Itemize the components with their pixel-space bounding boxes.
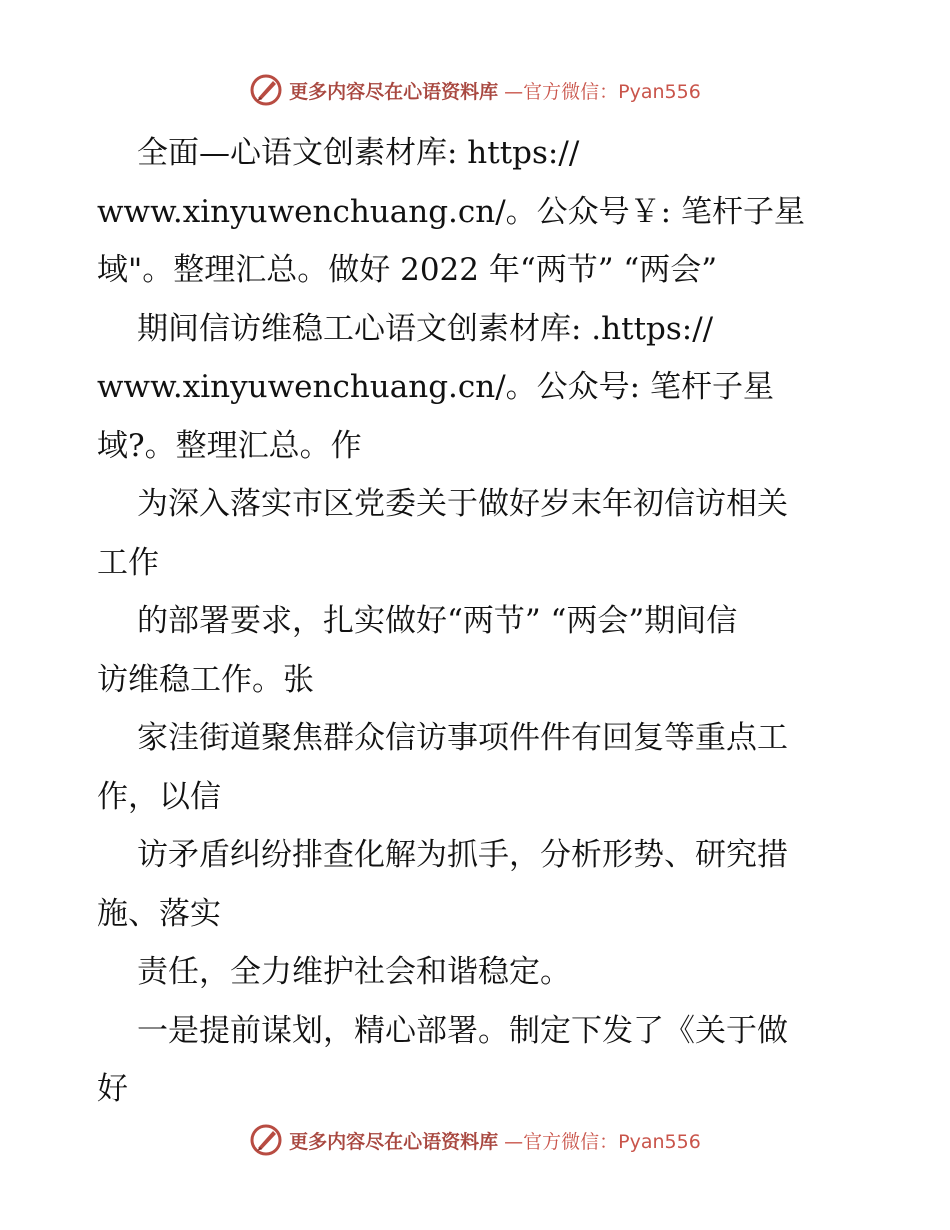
text-line: 域?。整理汇总。作: [97, 427, 362, 464]
text-line: 为深入落实市区党委关于做好岁末年初信访相关: [137, 486, 788, 522]
text-line: 施、落实: [97, 895, 221, 932]
text-line: 作，以信: [97, 778, 221, 815]
watermark-wechat-text: —官方微信：Pyan556: [504, 1130, 701, 1153]
text-line: 期间信访维稳工心语文创素材库: .https://: [137, 310, 714, 347]
watermark-brand-text: 更多内容尽在心语资料库: [289, 1130, 499, 1153]
watermark-wechat-text: —官方微信：Pyan556: [504, 80, 701, 103]
quill-logo-icon: [249, 73, 283, 107]
text-line: 域"。整理汇总。做好 2022 年“两节” “两会”: [97, 252, 718, 288]
text-line: 全面—心语文创素材库: https://: [137, 135, 580, 171]
text-line: 的部署要求，扎实做好“两节” “两会”期间信: [137, 603, 738, 639]
watermark-header: [0, 70, 950, 110]
text-line: 一是提前谋划，精心部署。制定下发了《关于做: [137, 1012, 788, 1049]
text-line: 访矛盾纠纷排查化解为抓手，分析形势、研究措: [137, 837, 788, 873]
quill-logo-icon: [249, 1123, 283, 1157]
text-line: www.xinyuwenchuang.cn/。公众号: 笔杆子星: [97, 369, 774, 405]
text-line: 访维稳工作。张: [97, 661, 314, 698]
text-line: 工作: [97, 544, 159, 581]
watermark-footer: [0, 1120, 950, 1160]
document-body: [97, 124, 857, 1119]
text-line: 责任，全力维护社会和谐稳定。: [137, 954, 571, 990]
text-line: www.xinyuwenchuang.cn/。公众号￥: 笔杆子星: [97, 193, 805, 230]
watermark-brand-text: 更多内容尽在心语资料库: [289, 80, 499, 103]
text-line: 好: [97, 1071, 128, 1107]
text-line: 家洼街道聚焦群众信访事项件件有回复等重点工: [137, 720, 788, 756]
